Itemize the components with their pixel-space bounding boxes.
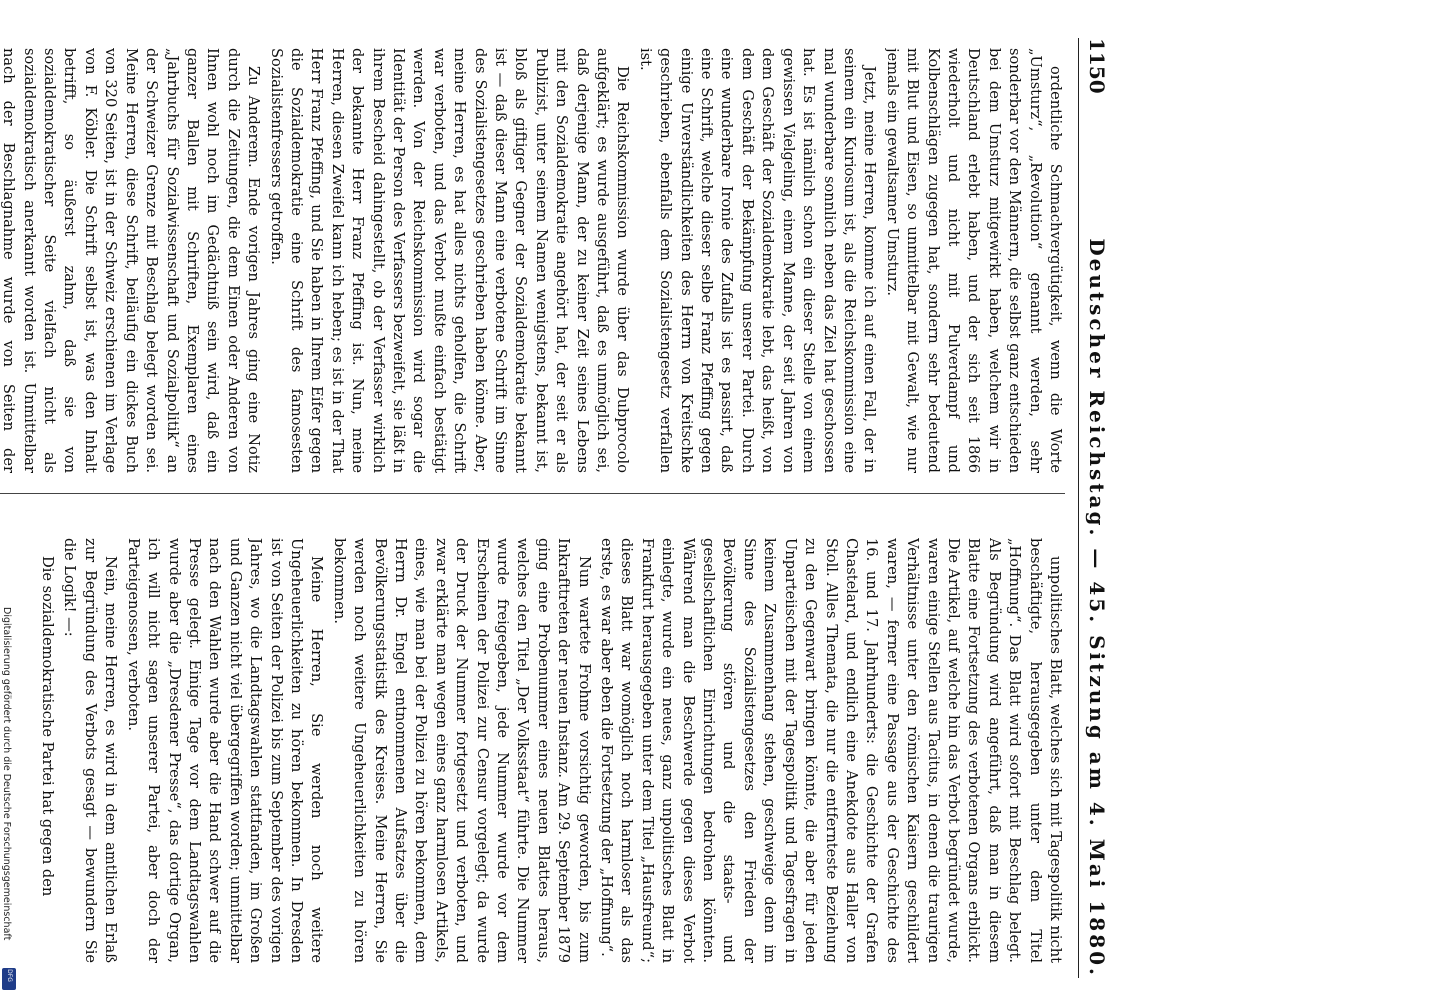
page-number: 1150 <box>1085 38 1109 94</box>
paragraph: Die sozialdemokratische Partei hat gegen den <box>39 556 57 897</box>
paragraph: Zu Anderem. Ende vorigen Jahres ging eine Notiz durch die Zeitungen, die dem Einen oder Anderen von Ihnen wohl noch im Gedächtniß sein wird, daß ein ganzer Ballen mit Schriften, Exemplaren eines „Jahrbuchs für Sozialwissenschaft und Sozialpolitik“ an der Schweizer Grenze mit Beschlag belegt worden sei. Meine Herren, diese Schrift, beiläufig ein dickes Buch von 320 Seiten, ist in der Schweiz erschienen im Verlage von F. Köbler. Die Schrift selbst ist, was den Inhalt betrifft, so äußerst zahm, daß sie von sozialdemokratischer Seite vielfach nicht als sozialdemokratisch anerkannt worden ist. Unmittelbar nach der Beschlagnahme wurde von Seiten der <box>0 48 263 473</box>
paragraph: Meine Herren, Sie werden noch weitere Ungeheuerlichkeiten zu hören bekommen. In Dresden ist von Seiten der Polizei bis zum September des vorigen Jahres, wo die Landtagswahlen stattfanden, im Großen und Ganzen nicht viel übergegriffen worden; unmittelbar nach den Wahlen wurde aber die Hand schwer auf die Presse gelegt. Einige Tage vor dem Landtagswahlen wurde aber die „Dresdener Presse“, das dortige Organ, ich will nicht sagen unserer Partei, aber doch der Parteigenossen, verboten. <box>124 538 326 963</box>
page-header <box>1078 38 1115 978</box>
paragraph: unpolitisches Blatt, welches sich mit Tagespolitik nicht beschäftigte, herausgegeben unter dem Titel „Hoffnung“. Das Blatt wird sofort mit Beschlag belegt. Als Begründung wird angeführt, daß man in diesem Blatte eine Fortsetzung des verbotenen Organs erblickt. Die Artikel, auf welche hin das Verbot begründet wurde, waren einige Stellen aus Tacitus, in denen die traurigen Verhältnisse unter den römischen Kaisern geschildert waren, — ferner eine Passage aus der Geschichte des 16. und 17. Jahrhunderts: die Geschichte der Grafen Chastelard, und endlich eine Anekdote aus Haller von Stoll. Alles Themata, die nur die entfernteste Beziehung zu den Gegenwart bringen könnte, die aber für jeden Unparteiischen mit der Tagespolitik und Tagesfragen in keinem Zusammenhang stehen, geschweige denn im Sinne des Sozialistengesetzes den Frieden der Bevölkerung stören und die staats- und gesellschaftlichen Einrichtungen bedrohen könnten. Während man die Beschwerde gegen dieses Verbot einlegte, wurde ein neues, ganz unpolitisches Blatt in Frankfurt herausgegeben unter dem Titel „Hausfreund“; dieses Blatt war womöglich noch harmloser als das erste, es war aber eben die Fortsetzung der „Hoffnung“. <box>598 538 1064 963</box>
digitization-credit-text: Digitalisierung gefördert durch die Deutsche Forschungsgemeinschaft <box>1 607 12 941</box>
paragraph: ordentliche Schmachvergütigkeit, wenn die Worte „Umsturz“, „Revolution“ genannt werden, sehr sonderbar vor den Männern, die selbst ganz entschieden bei dem Umsturz mitgewirkt haben, welchem wir in Deutschland erlebt haben, und der sich seit 1866 wiederholt und nicht mit Pulverdampf und Kolbenschlägen zugegen hat, sondern sehr bedeutend mit Blut und Eisen, so unmittelbar mit Gewalt, wie nur jemals ein gewaltsamer Umsturz. <box>883 48 1064 473</box>
paragraph: Jetzt, meine Herren, komme ich auf einen Fall, der in seinem ein Kuriosum ist, als die Reichskommission eine mal wunderbare sonnlich neben das Ziel hat geschossen hat. Es ist nämlich schon ein dieser Stelle von einem gewissen Vielgeling, einem Manne, der seit Jahren von dem Geschäft der Sozialdemokratie lebt, das heißt, von dem Geschäft der Bekämpfung unserer Partei. Durch eine wunderbare Ironie des Zufalls ist es passirt, daß eine Schrift, welche dieser selbe Franz Pfeffing gegen einige Unverständlichkeiten des Herrn von Kreitschke geschrieben, ebenfalls dem Sozialistengesetz verfallen ist. <box>636 48 879 473</box>
paragraph: Die Reichskommission wurde über das Dubprocolo aufgeklärt; es wurde ausgeführt, daß es unmöglich sei, daß derjenige Mann, der zu keiner Zeit seines Lebens mit den Sozialdemokratie angehört hat, der seit er als Publizist, unter seinem Namen wenigstens, bekannt ist, bloß als giftiger Gegner der Sozialdemokratie bekannt ist — daß dieser Mann eine verbotene Schrift im Sinne des Sozialistengesetzes geschrieben haben könne. Aber, meine Herren, es hat alles nichts geholfen, die Schrift war verboten, und das Verbot mußte einfach bestätigt werden. Von der Reichskommission wird sogar die Identität der Person des Verfassers bezweifelt, sie läßt in ihrem Bescheid dahingestellt, ob der Verfasser wirklich der bekannte Herr Franz Pfeffing ist. Nun, meine Herren, diesen Zweifel kann ich heben; es ist in der That Herr Franz Pfeffing, und Sie haben in Ihrem Eifer gegen die Sozialdemokratie eine Schrift des famosesten Sozialistenfressers getroffen. <box>267 48 632 473</box>
page-title: Deutscher Reichstag. — 45. Sitzung am 4. Mai 1880. <box>1085 238 1109 978</box>
column-divider <box>0 493 1065 494</box>
text-column-right <box>0 538 1065 963</box>
paragraph: Nun wartete Frohme vorsichtig geworden, bis zum Inkrafttreten der neuen Instanz. Am 29. September 1879 ging eine Probenummer eines neuen Blattes heraus, welches den Titel „Der Volksstaat“ führte. Die Nummer wurde freigegeben, jede Nummer wurde vor dem Erscheinen der Polizei zur Censur vorgelegt; da wurde der Druck der Nummer fortgesetzt und verboten, und zwar erklärte man wegen eines ganz harmlosen Artikels, eines, wie man bei der Polizei zu hören bekommen, dem Herrn Dr. Engel entnommenen Aufsatzes über die Bevölkerungsstatistik des Kreises. Meine Herren, Sie werden noch weitere Ungeheuerlichkeiten zu hören bekommen. <box>330 538 593 963</box>
scanned-page <box>0 8 1135 1008</box>
text-column-left <box>0 48 1065 473</box>
dfg-logo-text: DFG <box>5 969 13 982</box>
paragraph: Nein, meine Herren, es wird in dem amtlichen Erlaß zur Begründung des Verbots gesagt — bewundern Sie die Logik! —: <box>61 538 120 963</box>
